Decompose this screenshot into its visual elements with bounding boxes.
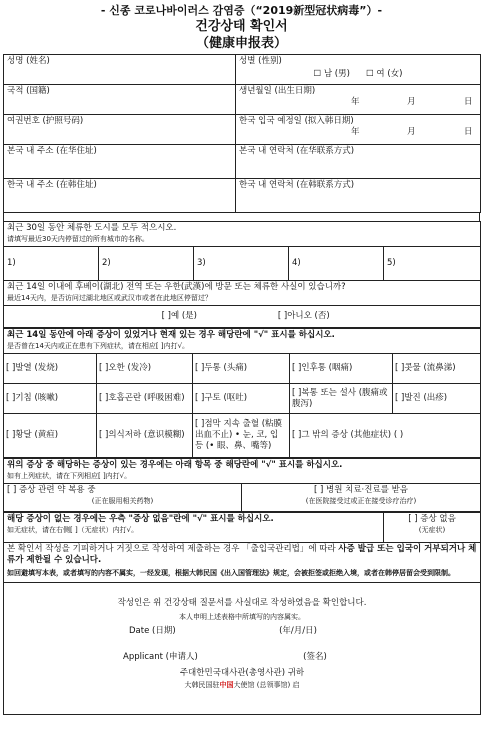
symptom-breathing[interactable]: [ ]호흡곤란 (呼吸困难) xyxy=(97,384,193,414)
warning-cn: 如回避填写本表，或者填写的内容不属实，一经发现，根据大韩民国《出入国管理法》规定，会被拒签或拒绝入境，或者在韩停居留会受到限制。 xyxy=(7,569,455,577)
warning-ko-a: 본 확인서 작성을 기피하거나 거짓으로 작성하여 제출하는 경우 「출입국관리법」에 따라 xyxy=(7,544,339,554)
entry-year: 年 xyxy=(351,127,360,137)
hubei-question-ko: 최근 14일 이내에 후베이(湖北) 전역 또는 우한(武漢)에 방문 또는 체류한 사실이 있습니까? xyxy=(7,282,346,292)
personal-info-table xyxy=(3,54,481,213)
name-field[interactable] xyxy=(4,55,236,85)
symptom-fever[interactable]: [ ]발열 (发烧) xyxy=(4,354,97,384)
city-slot-5[interactable]: 5) xyxy=(384,247,481,281)
symptoms-table xyxy=(3,328,481,458)
hubei-question-cn: 最近14天内，是否访问过湖北地区或武汉市或者在此地区停留过？ xyxy=(7,294,212,302)
hospital-option-cn: (在医院接受过或正在接受诊疗治疗) xyxy=(305,497,417,505)
warning-ko-b: 사증 발급 또는 입국이 거부되거나 체류가 제한될 수 있습니다. xyxy=(7,544,477,565)
date-label: Date (日期) xyxy=(129,626,176,636)
symptom-headache[interactable]: [ ]두통 (头痛) xyxy=(193,354,290,384)
related-question-ko: 위의 증상 중 해당하는 증상이 있는 경우에는 아래 항목 중 해당란에 "√" 표시를 하십시오. xyxy=(7,460,343,470)
entry-date-field[interactable] xyxy=(236,115,481,145)
symptom-rash[interactable]: [ ]발진 (出疹) xyxy=(393,384,481,414)
nosymptom-question xyxy=(4,513,384,543)
home-address-label: 본국 내 주소 (在华住址) xyxy=(7,146,97,156)
consulate-ko: 주대한민국대사관(총영사관) 귀하 xyxy=(179,668,305,678)
symptom-chills[interactable]: [ ]오한 (发冷) xyxy=(97,354,193,384)
passport-field[interactable] xyxy=(4,115,236,145)
name-label: 성명 (姓名) xyxy=(7,56,50,66)
symptoms-question-cn: 是否曾在14天内或正在患有下列症状，请在相应[ ]内打√。 xyxy=(7,342,190,350)
related-question-cn: 如有上列症状，请在下列相应[ ]内打√。 xyxy=(7,472,132,480)
nosymptom-box-cn: (无症状) xyxy=(418,526,446,534)
nosymptom-table xyxy=(3,512,481,715)
nosymptom-question-ko: 해당 증상이 없는 경우에는 우측 "증상 없음"란에 "√" 표시를 하십시오. xyxy=(7,514,274,524)
consulate-cn-post: 大使馆 (总领事馆) 启 xyxy=(233,681,300,689)
consulate-cn-country: 中国 xyxy=(219,681,234,689)
cities-question-ko: 최근 30일 동안 체류한 도시를 모두 적으시오. xyxy=(7,223,177,233)
symptom-consciousness[interactable]: [ ]의식저하 (意识模糊) xyxy=(97,414,193,458)
spacer xyxy=(3,213,480,221)
hubei-question xyxy=(4,281,481,306)
hospital-option[interactable] xyxy=(242,484,481,512)
hospital-option-ko: [ ] 병원 치료·진료를 받음 xyxy=(313,485,409,495)
nationality-field[interactable] xyxy=(4,85,236,115)
declaration-block xyxy=(4,583,481,715)
sex-male-checkbox[interactable]: ☐ 남 (男) xyxy=(313,69,350,79)
date-format[interactable]: (年/月/日) xyxy=(279,626,317,636)
applicant-label: Applicant (申请人) xyxy=(123,652,198,662)
home-contact-field[interactable] xyxy=(236,145,481,179)
home-address-field[interactable] xyxy=(4,145,236,179)
related-table xyxy=(3,458,481,512)
form-title-line1: - 신종 코로나바이러스 감염증（“2019新型冠状病毒”）- xyxy=(100,4,383,17)
consulate-cn-pre: 大韩民国驻 xyxy=(184,681,220,689)
form-title: 건강상태 확인서 xyxy=(195,19,288,34)
nosymptom-box-ko: [ ] 증상 없음 xyxy=(408,514,456,524)
korea-contact-label: 한국 내 연락처 (在韩联系方式) xyxy=(239,180,355,190)
korea-contact-field[interactable] xyxy=(236,179,481,213)
declaration-cn: 本人申明上述表格中所填写的内容属实。 xyxy=(179,613,305,621)
dob-day: 日 xyxy=(464,97,473,107)
symptom-runny-nose[interactable]: [ ]콧물 (流鼻涕) xyxy=(393,354,481,384)
passport-label: 여권번호 (护照号码) xyxy=(7,116,84,126)
medication-option-ko: [ ] 증상 관련 약 복용 중 xyxy=(7,485,96,495)
nosymptom-question-cn: 如无症状，请在右侧[ ]（无症状）内打√。 xyxy=(7,526,139,534)
entry-day: 日 xyxy=(464,127,473,137)
medication-option-cn: (正在服用相关药物) xyxy=(91,497,154,505)
cities-question xyxy=(4,222,481,247)
sex-label: 성별 (性别) xyxy=(239,56,282,66)
form-title-cn: （健康申报表） xyxy=(195,36,287,51)
symptom-cough[interactable]: [ ]기침 (咳嗽) xyxy=(4,384,97,414)
symptom-bleeding[interactable]: [ ]점막 지속 출혈 (粘膜出血不止) • 눈, 코, 입 등 (• 眼、鼻、嘴等) xyxy=(193,414,290,458)
symptom-sore-throat[interactable]: [ ]인후통 (咽痛) xyxy=(290,354,393,384)
dob-year: 年 xyxy=(351,97,360,107)
entry-month: 月 xyxy=(407,127,416,137)
medication-option[interactable] xyxy=(4,484,242,512)
hubei-answer xyxy=(4,306,481,328)
korea-address-field[interactable] xyxy=(4,179,236,213)
sex-field xyxy=(236,55,481,85)
symptoms-question-ko: 최근 14일 동안에 아래 증상이 있었거나 현재 있는 경우 해당란에 "√" 표시를 하십시오. xyxy=(7,330,335,340)
sex-female-checkbox[interactable]: ☐ 여 (女) xyxy=(366,69,403,79)
related-question xyxy=(4,459,481,484)
dob-field[interactable] xyxy=(236,85,481,115)
dob-month: 月 xyxy=(407,97,416,107)
dob-label: 생년월일 (出生日期) xyxy=(239,86,316,96)
entry-date-label: 한국 입국 예정일 (拟入韩日期) xyxy=(239,116,354,126)
cities-question-cn: 请填写最近30天内停留过的所有城市的名称。 xyxy=(7,235,149,243)
cities-table xyxy=(3,221,481,328)
symptom-vomiting[interactable]: [ ]구토 (呕吐) xyxy=(193,384,290,414)
nosymptom-checkbox[interactable] xyxy=(384,513,481,543)
form-page xyxy=(3,3,480,715)
symptom-abdominal[interactable]: [ ]복통 또는 설사 (腹痛或腹泻) xyxy=(290,384,393,414)
symptom-other[interactable]: [ ]그 밖의 증상 (其他症状) ( ) xyxy=(290,414,481,458)
hubei-yes-checkbox[interactable]: [ ]예 (是) xyxy=(161,311,197,321)
city-slot-4[interactable]: 4) xyxy=(289,247,384,281)
home-contact-label: 본국 내 연락처 (在华联系方式) xyxy=(239,146,355,156)
consulate-cn xyxy=(7,679,477,691)
warning-notice xyxy=(4,543,481,583)
declaration-ko: 작성인은 위 건강상태 질문서를 사실대로 작성하였음을 확인합니다. xyxy=(117,598,367,608)
city-slot-2[interactable]: 2) xyxy=(99,247,194,281)
city-slot-3[interactable]: 3) xyxy=(194,247,289,281)
hubei-no-checkbox[interactable]: [ ]아니오 (否) xyxy=(277,311,330,321)
symptom-jaundice[interactable]: [ ]황달 (黄疸) xyxy=(4,414,97,458)
signature-field[interactable]: (签名) xyxy=(303,652,327,662)
symptoms-question xyxy=(4,329,481,354)
korea-address-label: 한국 내 주소 (在韩住址) xyxy=(7,180,97,190)
city-slot-1[interactable]: 1) xyxy=(4,247,99,281)
nationality-label: 국적 (国籍) xyxy=(7,86,50,96)
